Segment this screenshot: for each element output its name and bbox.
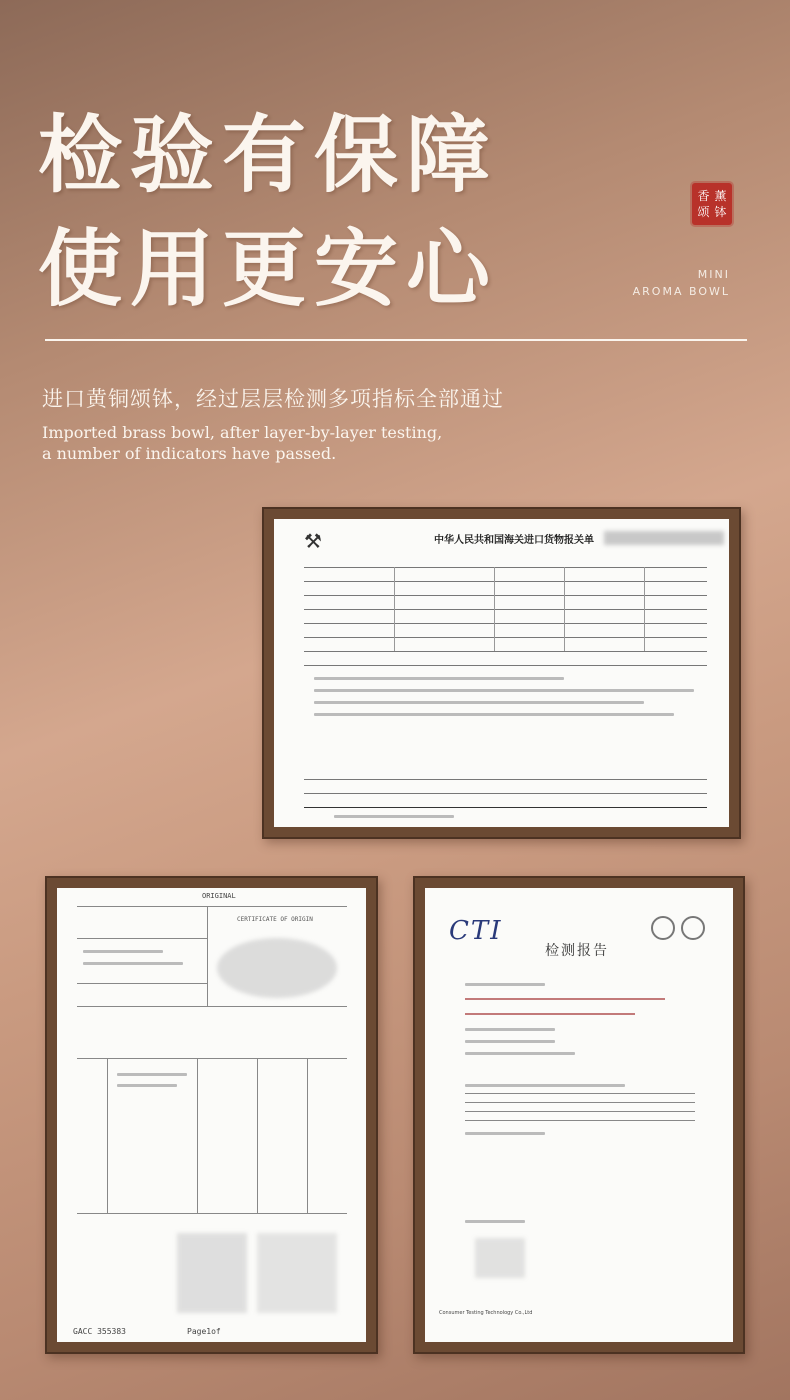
form-column <box>644 567 645 651</box>
customs-emblem-icon: ⚒ <box>304 529 322 553</box>
form-line <box>77 938 207 939</box>
table-line <box>465 1093 695 1094</box>
customs-declaration-frame <box>262 507 741 839</box>
field-text <box>83 950 163 953</box>
form-column <box>564 567 565 651</box>
field-text <box>465 1052 575 1055</box>
seal-char: 香 <box>697 189 710 203</box>
table-line <box>465 1111 695 1112</box>
divider <box>45 339 747 341</box>
form-line <box>304 581 707 582</box>
form-column <box>197 1058 198 1213</box>
report-title: 检测报告 <box>545 943 609 959</box>
customs-document-title: 中华人民共和国海关进口货物报关单 <box>434 535 594 546</box>
test-report-document <box>425 888 733 1342</box>
certificate-title: CERTIFICATE OF ORIGIN <box>237 916 313 923</box>
field-text <box>83 962 183 965</box>
headline-line-2: 使用更安心 <box>38 219 499 318</box>
form-column <box>394 567 395 651</box>
form-column <box>207 906 208 1006</box>
page-number: Page1of <box>187 1327 221 1336</box>
form-line <box>304 665 707 666</box>
field-text <box>465 998 665 1000</box>
item-row-text <box>314 713 674 716</box>
brand-seal <box>692 183 732 225</box>
table-line <box>465 1120 695 1121</box>
brand-line-1: MINI <box>697 268 730 281</box>
field-text <box>465 1028 555 1031</box>
form-column <box>257 1058 258 1213</box>
form-line <box>304 793 707 794</box>
cti-logo: CTI <box>449 916 503 946</box>
field-text <box>465 1084 625 1087</box>
form-line <box>77 1006 347 1007</box>
headline-line-1: 检验有保障 <box>38 105 499 204</box>
certificate-of-origin-frame <box>45 876 378 1354</box>
field-text <box>465 1132 545 1135</box>
form-column <box>107 1058 108 1213</box>
signature-text <box>334 815 454 818</box>
customs-declaration-document <box>274 519 729 827</box>
gacc-code: GACC 355383 <box>73 1327 126 1336</box>
form-line <box>77 983 207 984</box>
field-text <box>465 1040 555 1043</box>
form-column <box>494 567 495 651</box>
subtitle-chinese: 进口黄铜颂钵，经过层层检测多项指标全部通过 <box>42 387 504 411</box>
form-line <box>77 1213 347 1214</box>
form-line <box>304 609 707 610</box>
report-company: Consumer Testing Technology Co.,Ltd <box>439 1310 533 1316</box>
item-row-text <box>314 677 564 680</box>
field-text <box>465 1013 635 1015</box>
blurred-stamp <box>177 1233 247 1313</box>
certificate-of-origin-document <box>57 888 366 1342</box>
original-label: ORIGINAL <box>202 892 236 900</box>
form-line <box>304 779 707 780</box>
blurred-stamp <box>604 531 724 545</box>
blurred-signature <box>475 1238 525 1278</box>
seal-char: 钵 <box>714 205 727 219</box>
test-report-frame <box>413 876 745 1354</box>
form-line <box>304 637 707 638</box>
form-line <box>304 623 707 624</box>
form-column <box>307 1058 308 1213</box>
field-text <box>465 983 545 986</box>
table-line <box>465 1102 695 1103</box>
form-line <box>77 906 347 907</box>
form-line <box>304 595 707 596</box>
signature-text <box>465 1220 525 1223</box>
blurred-stamp <box>257 1233 337 1313</box>
certification-icon <box>681 916 705 940</box>
field-text <box>117 1073 187 1076</box>
blurred-seal <box>217 938 337 998</box>
field-text <box>117 1084 177 1087</box>
subtitle-english-1: Imported brass bowl, after layer-by-layer testing, <box>42 423 443 442</box>
subtitle-english-2: a number of indicators have passed. <box>42 444 337 463</box>
item-row-text <box>314 701 644 704</box>
form-line <box>304 807 707 808</box>
seal-char: 颂 <box>697 205 710 219</box>
form-line <box>304 651 707 652</box>
seal-char: 薰 <box>714 189 727 203</box>
accreditation-icon <box>651 916 675 940</box>
item-row-text <box>314 689 694 692</box>
form-line <box>304 567 707 568</box>
brand-line-2: AROMA BOWL <box>632 285 730 298</box>
